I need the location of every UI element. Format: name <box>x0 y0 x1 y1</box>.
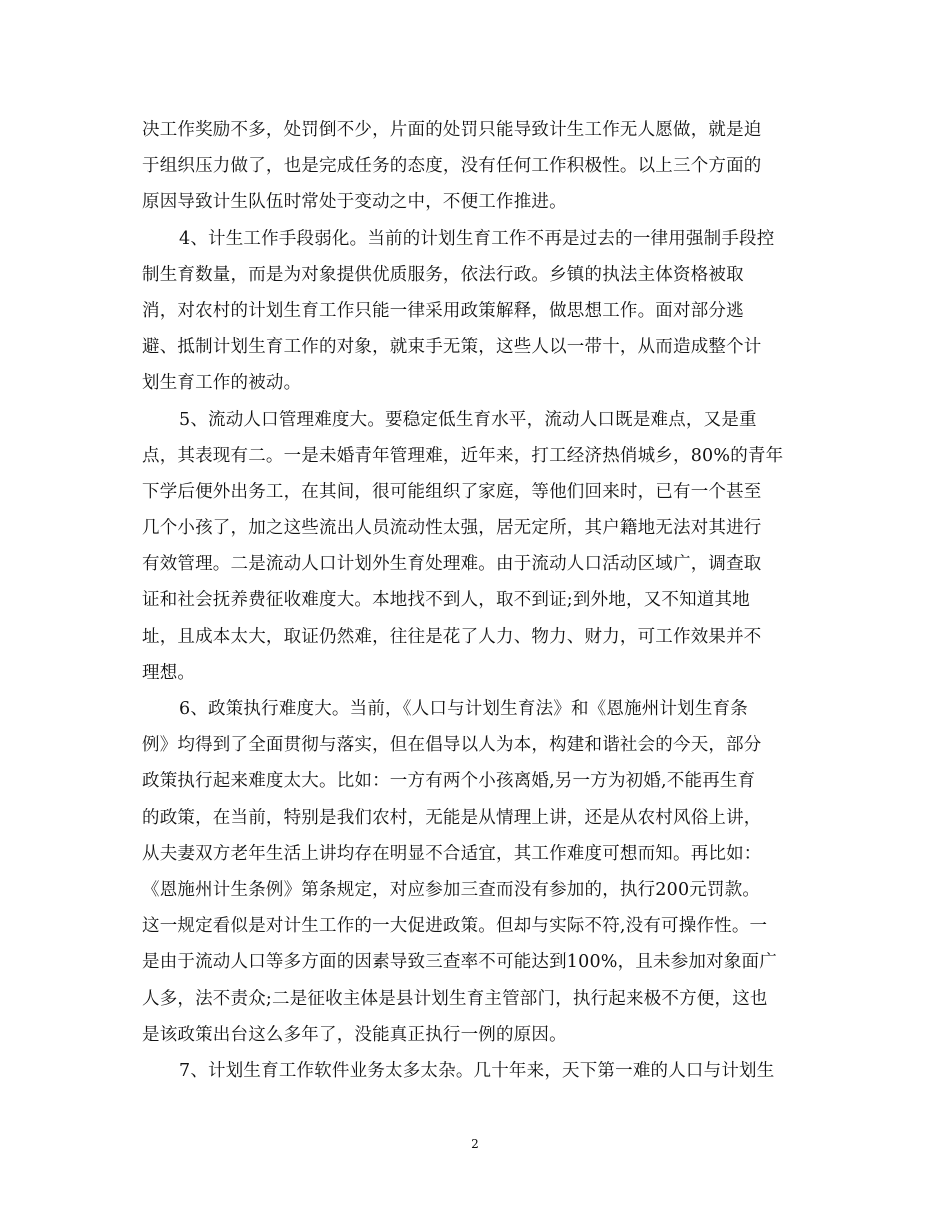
text-line: 这一规定看似是对计生工作的一大促进政策。但却与实际不符,没有可操作性。一 <box>142 916 768 937</box>
text-line: 制生育数量，而是为对象提供优质服务，依法行政。乡镇的执法主体资格被取 <box>142 264 744 285</box>
paragraph-4-heading-line: 4、计生工作手段弱化。当前的计划生育工作不再是过去的一律用强制手段控 <box>179 228 775 249</box>
text-line: 避、抵制计划生育工作的对象，就束手无策，这些人以一带十，从而造成整个计 <box>142 337 762 358</box>
text-line: 于组织压力做了，也是完成任务的态度，没有任何工作积极性。以上三个方面的 <box>142 156 762 177</box>
text-line: 是该政策出台这么多年了，没能真正执行一例的原因。 <box>142 1024 567 1045</box>
body-text <box>142 112 808 1089</box>
text-line: 是由于流动人口等多方面的因素导致三查率不可能达到100%，且未参加对象面广 <box>142 952 777 973</box>
paragraph-5-heading-line: 5、流动人口管理难度大。要稳定低生育水平，流动人口既是难点，又是重 <box>179 409 757 430</box>
text-line: 理想。 <box>142 662 196 683</box>
text-line: 从夫妻双方老年生活上讲均存在明显不合适宜，其工作难度可想而知。再比如： <box>142 843 762 864</box>
text-line: 例》均得到了全面贯彻与落实，但在倡导以人为本，构建和谐社会的今天，部分 <box>142 735 762 756</box>
text-line: 人多，法不责众;二是征收主体是县计划生育主管部门，执行起来极不方便，这也 <box>142 988 768 1009</box>
text-line: 有效管理。二是流动人口计划外生育处理难。由于流动人口活动区域广，调查取 <box>142 554 762 575</box>
text-line: 下学后便外出务工，在其间，很可能组织了家庭，等他们回来时，已有一个甚至 <box>142 481 762 502</box>
text-line: 决工作奖励不多，处罚倒不少，片面的处罚只能导致计生工作无人愿做，就是迫 <box>142 120 762 140</box>
paragraph-7-heading-line: 7、计划生育工作软件业务太多太杂。几十年来，天下第一难的人口与计划生 <box>179 1060 775 1081</box>
text-line: 的政策，在当前，特别是我们农村，无能是从情理上讲，还是从农村风俗上讲， <box>142 807 762 828</box>
page-number: 2 <box>471 1137 479 1151</box>
text-line: 证和社会抚养费征收难度大。本地找不到人，取不到证;到外地，又不知道其地 <box>142 590 750 611</box>
text-line: 《恩施州计生条例》第条规定，对应参加三查而没有参加的，执行200元罚款。 <box>142 879 761 900</box>
text-line: 原因导致计生队伍时常处于变动之中，不便工作推进。 <box>142 192 567 213</box>
text-line: 址，且成本太大，取证仍然难，往往是花了人力、物力、财力，可工作效果并不 <box>142 626 762 647</box>
paragraph-6-heading-line: 6、政策执行难度大。当前，《人口与计划生育法》和《恩施州计划生育条 <box>179 699 748 719</box>
text-line: 政策执行起来难度太大。比如：一方有两个小孩离婚,另一方为初婚,不能再生育 <box>142 771 756 792</box>
text-line: 消，对农村的计划生育工作只能一律采用政策解释，做思想工作。面对部分逃 <box>142 300 744 321</box>
text-line: 几个小孩了，加之这些流出人员流动性太强，居无定所，其户籍地无法对其进行 <box>142 518 762 539</box>
text-line: 点，其表现有二。一是未婚青年管理难，近年来，打工经济热俏城乡，80%的青年 <box>142 445 784 466</box>
text-line: 划生育工作的被动。 <box>142 373 302 394</box>
